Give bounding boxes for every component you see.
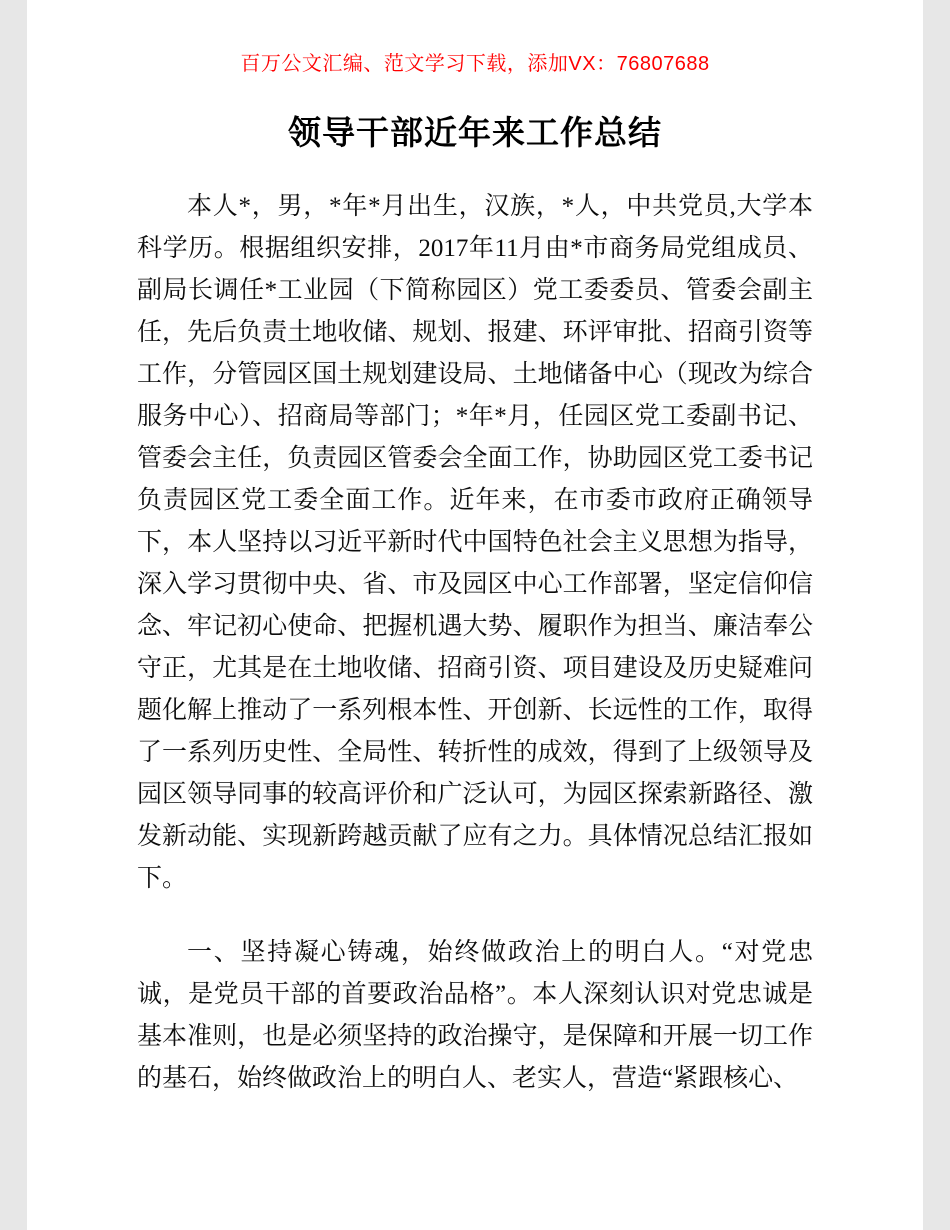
body-paragraph-1: 本人*，男，*年*月出生，汉族，*人，中共党员,大学本科学历。根据组织安排，2017年11月由*市商务局党组成员、副局长调任*工业园（下简称园区）党工委委员、管委会副主任，先后负责土地收储、规划、报建、环评审批、招商引资等工作，分管园区国土规划建设局、土地储备中心（现改为综合服务中心）、招商局等部门；*年*月，任园区党工委副书记、管委会主任，负责园区管委会全面工作，协助园区党工委书记负责园区党工委全面工作。近年来，在市委市政府正确领导下，本人坚持以习近平新时代中国特色社会主义思想为指导，深入学习贯彻中央、省、市及园区中心工作部署，坚定信仰信念、牢记初心使命、把握机遇大势、履职作为担当、廉洁奉公守正，尤其是在土地收储、招商引资、项目建设及历史疑难问题化解上推动了一系列根本性、开创新、长远性的工作，取得了一系列历史性、全局性、转折性的成效，得到了上级领导及园区领导同事的较高评价和广泛认可，为园区探索新路径、激发新动能、实现新跨越贡献了应有之力。具体情况总结汇报如下。 xyxy=(137,193,813,892)
document-page xyxy=(27,0,923,1230)
body-paragraph-2: 一、坚持凝心铸魂，始终做政治上的明白人。“对党忠诚，是党员干部的首要政治品格”。本人深刻认识对党忠诚是基本准则，也是必须坚持的政治操守，是保障和开展一切工作的基石，始终做政治上的明白人、老实人，营造“紧跟核心、 xyxy=(137,939,813,1092)
promo-notice: 百万公文汇编、范文学习下载，添加VX：76807688 xyxy=(240,53,710,75)
document-title: 领导干部近年来工作总结 xyxy=(288,116,662,152)
document-body xyxy=(137,186,813,1100)
